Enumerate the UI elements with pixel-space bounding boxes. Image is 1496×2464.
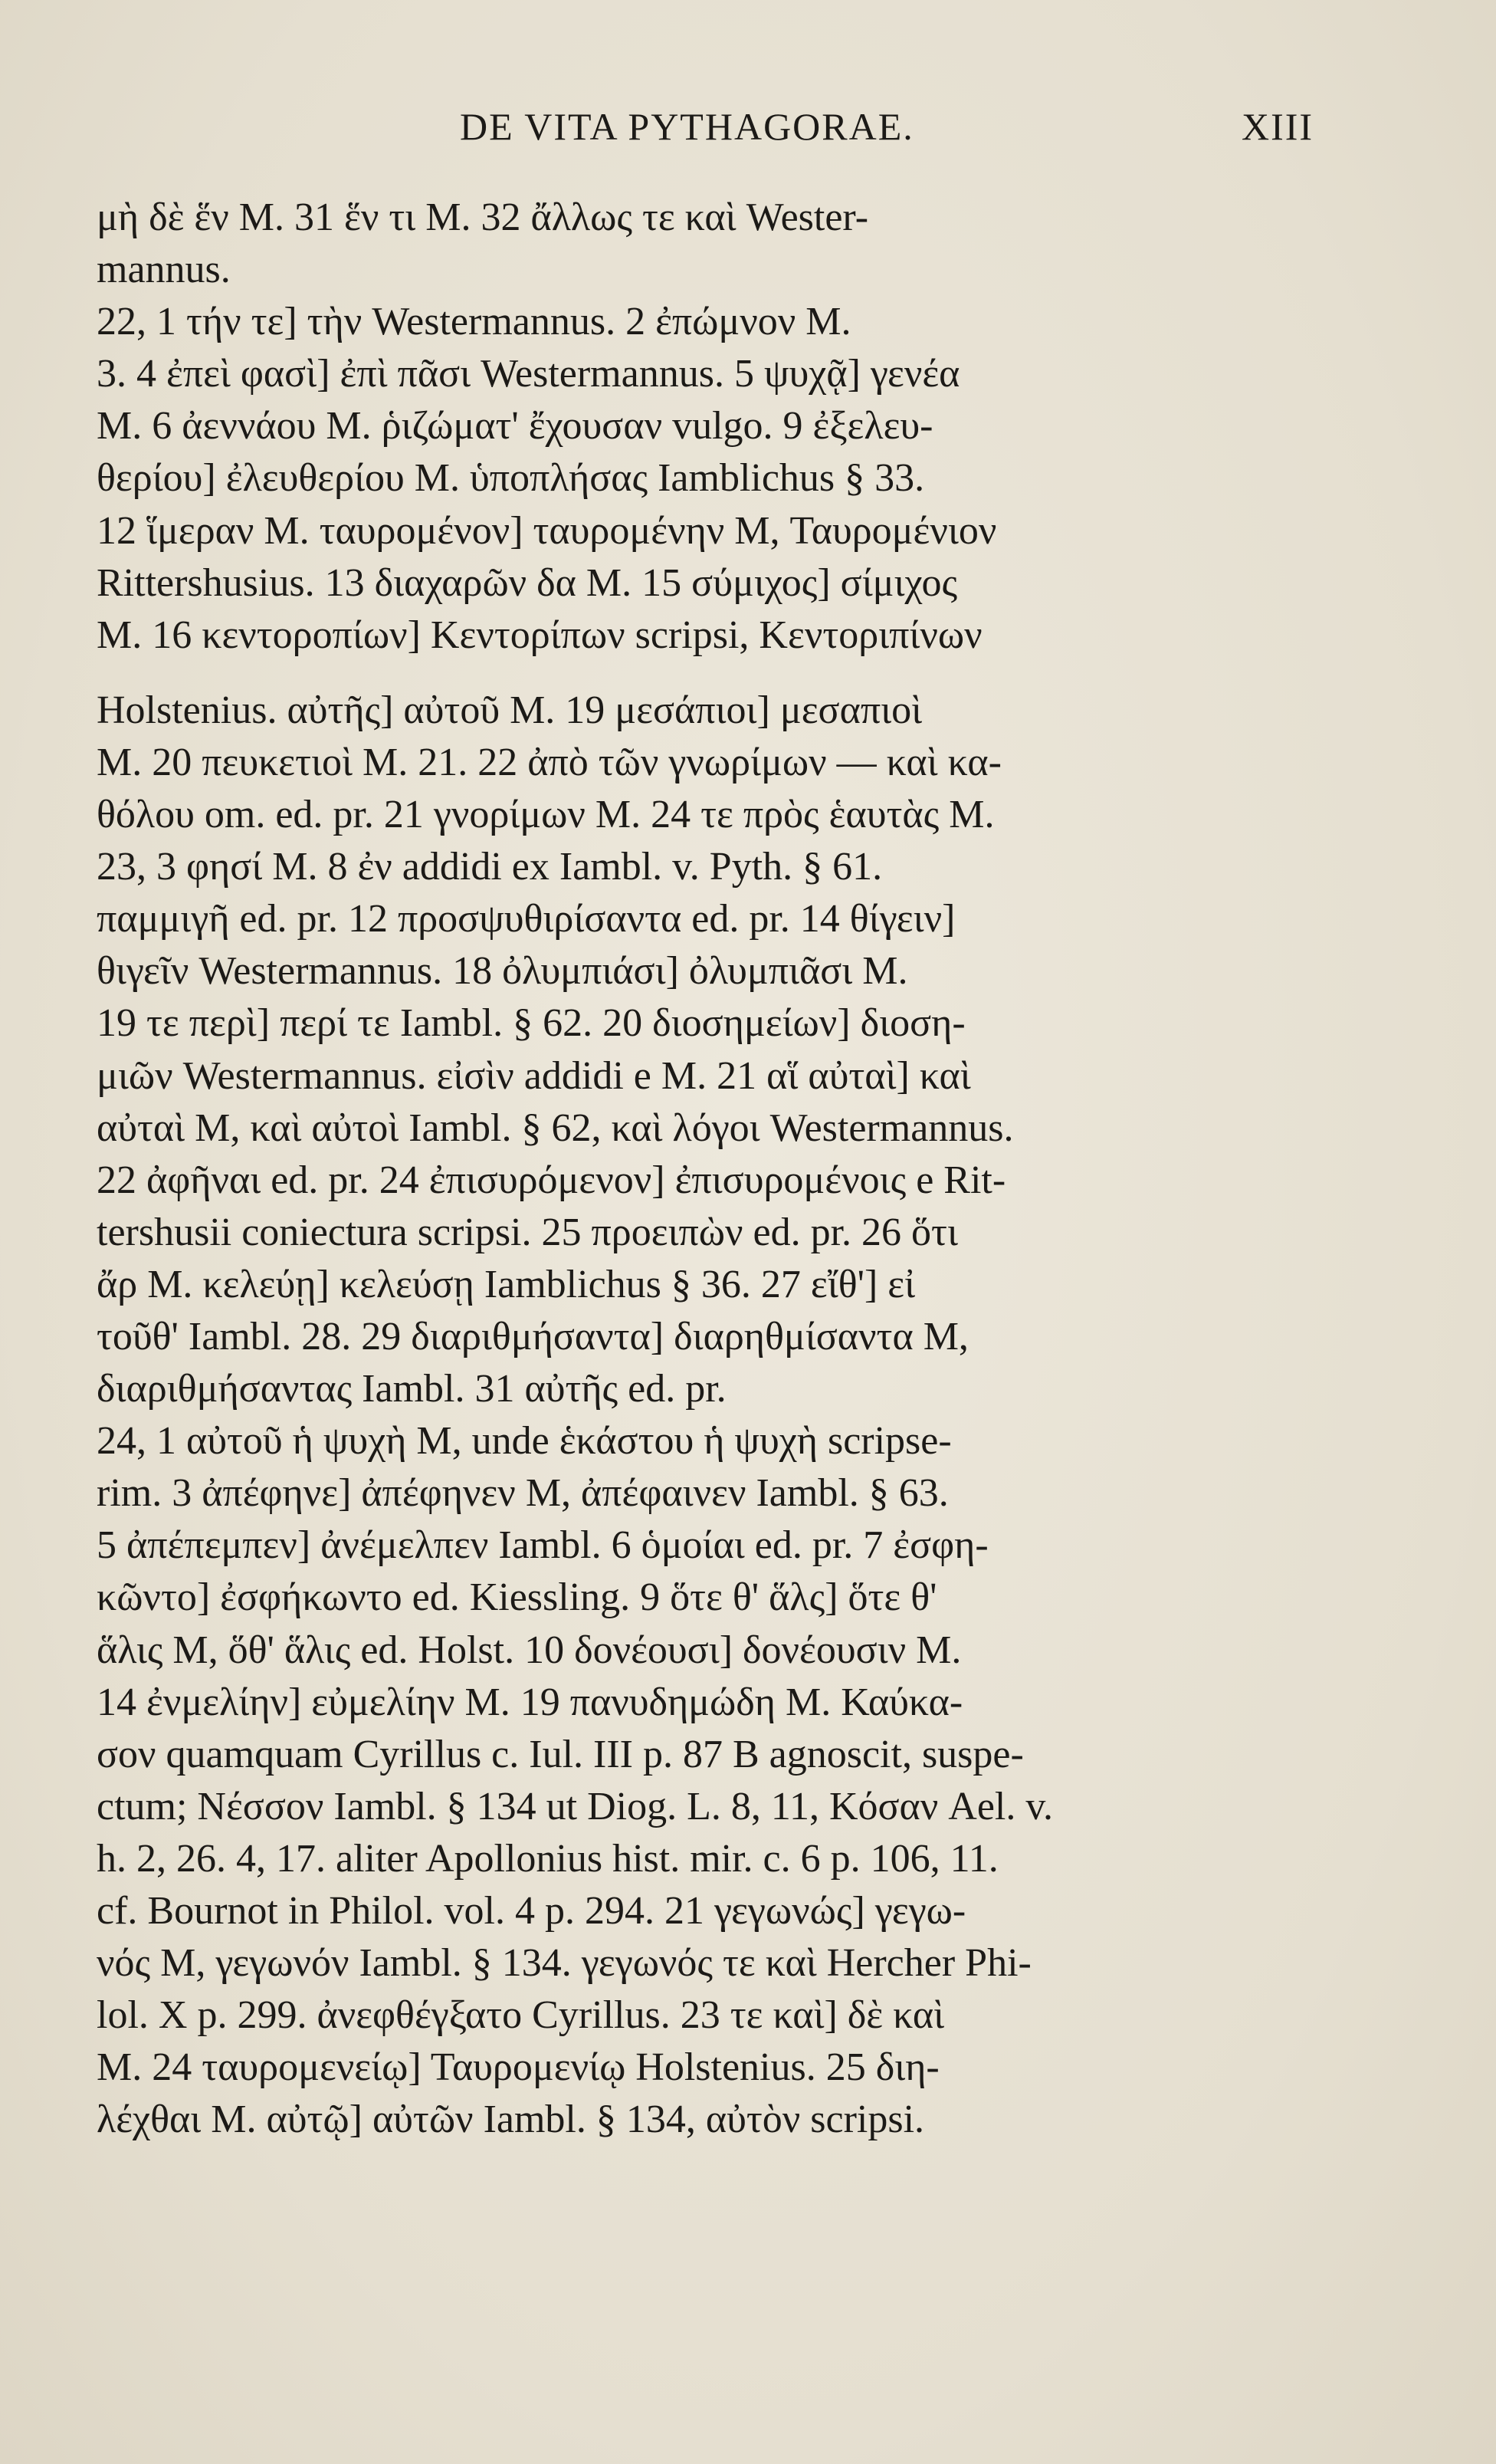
apparatus-line: mannus. [97, 248, 231, 292]
apparatus-line: Rittershusius. 13 διαχαρῶν δα M. 15 σύμιχος] σίμιχος [97, 560, 958, 605]
apparatus-line: M. 16 κεντοροπίων] Κεντορίπων scripsi, Κεντοριπίνων [97, 613, 983, 657]
apparatus-line: h. 2, 26. 4, 17. aliter Apollonius hist. mir. c. 6 p. 106, 11. [97, 1836, 999, 1881]
apparatus-line: rim. 3 ἀπέφηνε] ἀπέφηνεν M, ἀπέφαινεν Iambl. § 63. [97, 1471, 949, 1516]
apparatus-line: ctum; Νέσσον Iambl. § 134 ut Diog. L. 8, 11, Κόσαν Ael. v. [97, 1784, 1053, 1828]
apparatus-line: θόλου om. ed. pr. 21 γνορίμων M. 24 τε πρὸς ἑαυτὰς M. [97, 793, 995, 837]
apparatus-line: tershusii coniectura scripsi. 25 προειπὼν ed. pr. 26 ὅτι [97, 1210, 958, 1254]
apparatus-line: 3. 4 ἐπεὶ φασὶ] ἐπὶ πᾶσι Westermannus. 5 ψυχᾷ] γενέα [97, 352, 960, 396]
apparatus-line: μὴ δὲ ἕν M. 31 ἕν τι M. 32 ἄλλως τε καὶ Wester- [97, 195, 869, 239]
apparatus-line: Holstenius. αὐτῆς] αὐτοῦ M. 19 μεσάπιοι] μεσαπιοὶ [97, 688, 923, 732]
apparatus-line: M. 20 πευκετιοὶ M. 21. 22 ἀπὸ τῶν γνωρίμων — καὶ κα- [97, 740, 1002, 784]
apparatus-line: 5 ἀπέπεμπεν] ἀνέμελπεν Iambl. 6 ὁμοίαι ed. pr. 7 ἐσφη- [97, 1523, 989, 1568]
apparatus-line: 22 ἀφῆναι ed. pr. 24 ἐπισυρόμενον] ἐπισυρομένοις e Rit- [97, 1158, 1006, 1202]
apparatus-line: ἅλις M, ὅθ' ἅλις ed. Holst. 10 δονέουσι] δονέουσιν M. [97, 1628, 962, 1672]
apparatus-line: 19 τε περὶ] περί τε Iambl. § 62. 20 διοσημείων] διοση- [97, 1001, 966, 1046]
apparatus-line: κῶντο] ἐσφήκωντο ed. Kiessling. 9 ὅτε θ' ἅλς] ὅτε θ' [97, 1575, 937, 1620]
apparatus-line: 22, 1 τήν τε] τὴν Westermannus. 2 ἐπώμνον M. [97, 300, 851, 344]
apparatus-line: λέχθαι M. αὐτῷ] αὐτῶν Iambl. § 134, αὐτὸν scripsi. [97, 2098, 925, 2142]
apparatus-line: 12 ἵμεραν M. ταυρομένον] ταυρομένην M, Ταυρομένιον [97, 508, 997, 553]
apparatus-line: τοῦθ' Iambl. 28. 29 διαριθμήσαντα] διαρηθμίσαντα M, [97, 1314, 969, 1358]
apparatus-line: 24, 1 αὐτοῦ ἡ ψυχὴ M, unde ἑκάστου ἡ ψυχὴ scripse- [97, 1419, 952, 1464]
apparatus-line: διαριθμήσαντας Iambl. 31 αὐτῆς ed. pr. [97, 1367, 727, 1411]
running-head [0, 98, 1496, 159]
apparatus-line: θερίου] ἐλευθερίου M. ὑποπλήσας Iamblichus § 33. [97, 456, 925, 501]
apparatus-line: 23, 3 φησί M. 8 ἐν addidi ex Iambl. v. Pyth. § 61. [97, 845, 883, 889]
apparatus-line: νός M, γεγωνόν Iambl. § 134. γεγωνός τε καὶ Hercher Phi- [97, 1941, 1032, 1986]
apparatus-line: μιῶν Westermannus. εἰσὶν addidi e M. 21 αἵ αὐταὶ] καὶ [97, 1053, 971, 1098]
apparatus-line: cf. Bournot in Philol. vol. 4 p. 294. 21 γεγωνώς] γεγω- [97, 1889, 966, 1933]
apparatus-line: παμμιγῆ ed. pr. 12 προσψυθιρίσαντα ed. pr. 14 θίγειν] [97, 897, 956, 941]
apparatus-line: αὐταὶ M, καὶ αὐτοὶ Iambl. § 62, καὶ λόγοι Westermannus. [97, 1106, 1014, 1150]
apparatus-line: M. 24 ταυρομενείῳ] Ταυρομενίῳ Holstenius. 25 διη- [97, 2045, 940, 2090]
apparatus-line: θιγεῖν Westermannus. 18 ὀλυμπιάσι] ὀλυμπιᾶσι M. [97, 949, 908, 994]
apparatus-line: lol. X p. 299. ἀνεφθέγξατο Cyrillus. 23 τε καὶ] δὲ καὶ [97, 1993, 945, 2038]
apparatus-line: 14 ἐνμελίην] εὐμελίην M. 19 πανυδημώδη M. Καύκα- [97, 1680, 963, 1724]
running-title: DE VITA PYTHAGORAE. [460, 105, 914, 148]
apparatus-line: M. 6 ἀεννάου M. ῥιζώματ' ἔχουσαν vulgo. 9 ἐξελευ- [97, 404, 933, 448]
page-number: XIII [1242, 105, 1314, 148]
critical-apparatus [97, 192, 1346, 2146]
apparatus-line: σον quamquam Cyrillus c. Iul. III p. 87 B agnoscit, suspe- [97, 1732, 1024, 1776]
apparatus-line: ἄρ M. κελεύῃ] κελεύσῃ Iamblichus § 36. 27 εἴθ'] εἰ [97, 1262, 916, 1306]
